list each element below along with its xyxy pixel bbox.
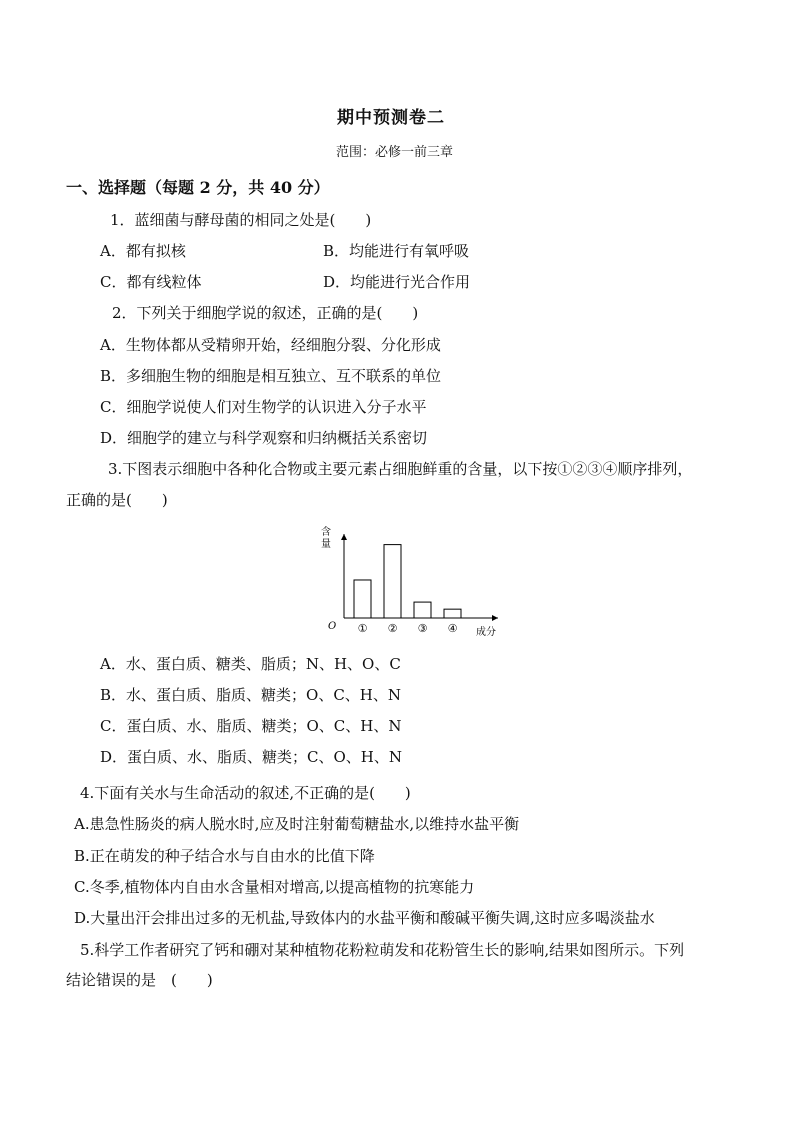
- question-2-option-d: D．细胞学的建立与科学观察和归纳概括关系密切: [100, 429, 428, 447]
- y-axis-label: 含: [321, 527, 331, 538]
- question-2-stem: 2．下列关于细胞学说的叙述，正确的是( ): [112, 304, 419, 322]
- question-3-option-b: B．水、蛋白质、脂质、糖类；O、C、H、N: [100, 686, 402, 704]
- question-3-option-c: C．蛋白质、水、脂质、糖类；O、C、H、N: [100, 717, 402, 735]
- tick-label: ④: [447, 622, 458, 635]
- question-5-stem: 5.科学工作者研究了钙和硼对某种植物花粉粒萌发和花粉管生长的影响,结果如图所示。下列: [80, 941, 685, 959]
- question-1-option-d: D．均能进行光合作用: [323, 273, 471, 291]
- bar: [444, 609, 461, 618]
- question-4-option-b: B.正在萌发的种子结合水与自由水的比值下降: [74, 847, 375, 865]
- question-4-stem: 4.下面有关水与生命活动的叙述,不正确的是( ): [80, 784, 411, 802]
- page-title: 期中预测卷二: [337, 108, 445, 128]
- origin-label: O: [328, 621, 337, 632]
- question-1-stem: 1．蓝细菌与酵母菌的相同之处是( ): [110, 211, 372, 229]
- question-5-stem-cont: 结论错误的是 ( ): [66, 971, 213, 989]
- question-2-option-b: B．多细胞生物的细胞是相互独立、互不联系的单位: [100, 367, 442, 385]
- x-axis-arrow: [492, 615, 498, 621]
- question-4-option-d: D.大量出汗会排出过多的无机盐,导致体内的水盐平衡和酸碱平衡失调,这时应多喝淡盐水: [74, 909, 655, 927]
- question-3-stem-cont: 正确的是( ): [66, 491, 168, 509]
- page-subtitle: 范围：必修一前三章: [336, 145, 454, 160]
- x-axis-label: 成分: [476, 627, 496, 638]
- y-axis-label: 量: [321, 539, 331, 550]
- question-4-option-a: A.患急性肠炎的病人脱水时,应及时注射葡萄糖盐水,以维持水盐平衡: [74, 815, 520, 833]
- tick-label: ①: [357, 622, 368, 635]
- tick-label: ②: [387, 622, 398, 635]
- question-3-stem: 3.下图表示细胞中各种化合物或主要元素占细胞鲜重的含量，以下按①②③④顺序排列，: [108, 460, 693, 478]
- bar-chart: [318, 522, 508, 642]
- question-2-option-c: C．细胞学说使人们对生物学的认识进入分子水平: [100, 398, 427, 416]
- question-1-option-a: A．都有拟核: [100, 242, 186, 260]
- y-axis-arrow: [341, 534, 347, 540]
- question-3-option-d: D．蛋白质、水、脂质、糖类；C、O、H、N: [100, 748, 403, 766]
- tick-label: ③: [417, 622, 428, 635]
- question-3-option-a: A．水、蛋白质、糖类、脂质；N、H、O、C: [100, 655, 401, 673]
- question-1-option-c: C．都有线粒体: [100, 273, 202, 291]
- question-2-option-a: A．生物体都从受精卵开始，经细胞分裂、分化形成: [100, 336, 441, 354]
- bar: [354, 580, 371, 618]
- question-1-option-b: B．均能进行有氧呼吸: [323, 242, 470, 260]
- bar: [414, 602, 431, 618]
- bar: [384, 545, 401, 618]
- question-4-option-c: C.冬季,植物体内自由水含量相对增高,以提高植物的抗寒能力: [74, 878, 475, 896]
- section-heading: 一、选择题（每题 2 分，共 40 分）: [66, 178, 330, 197]
